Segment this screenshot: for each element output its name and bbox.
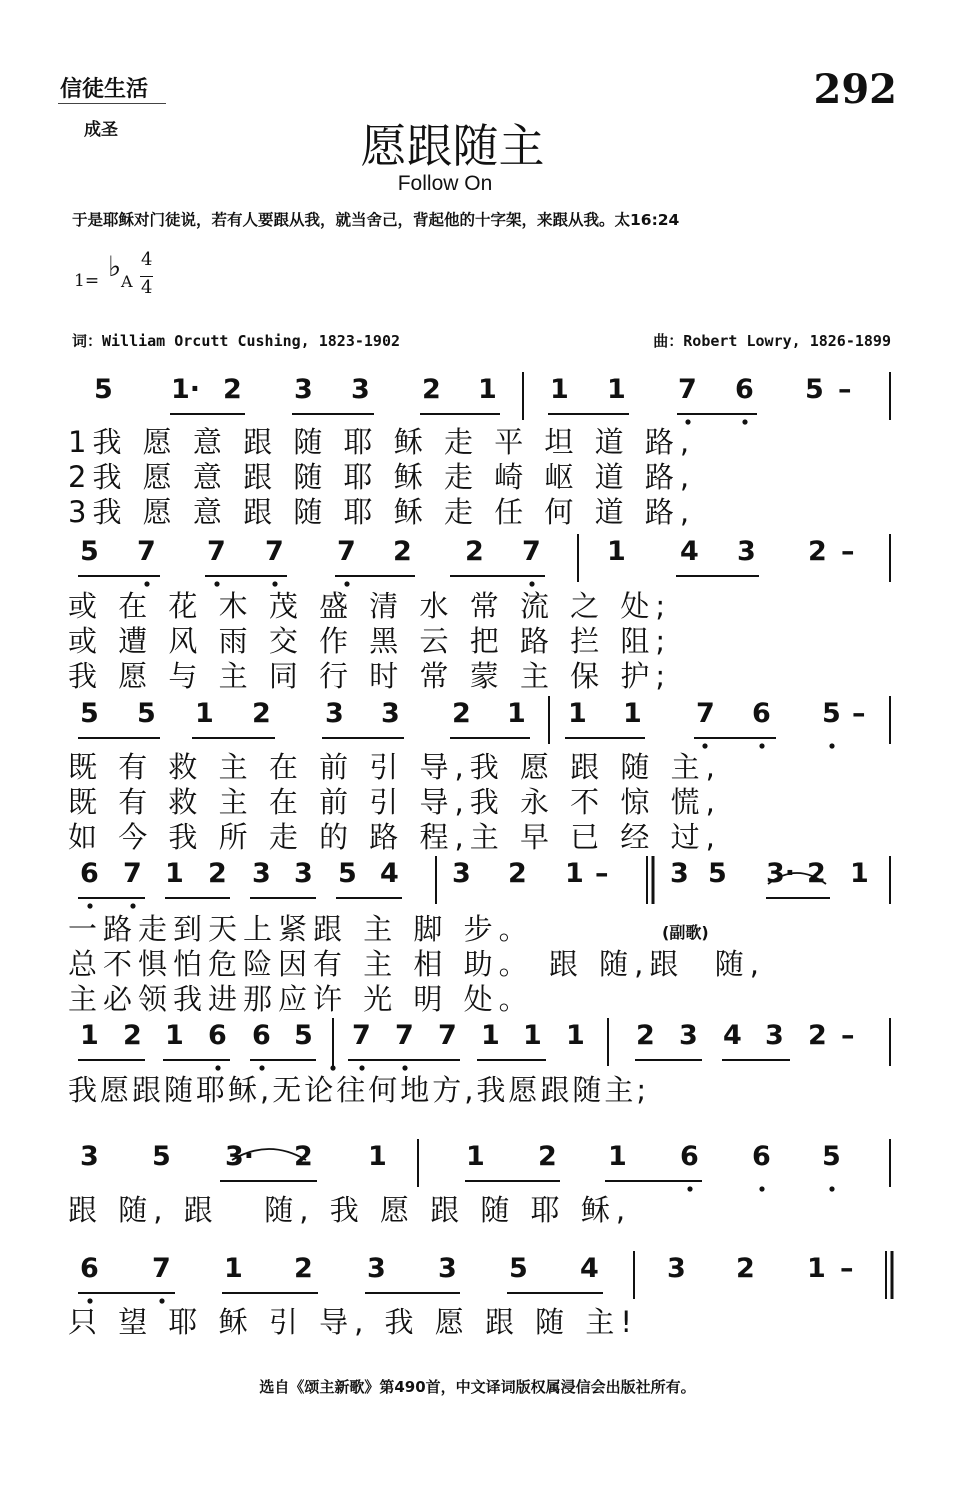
note: 1 — [523, 1020, 542, 1051]
note: 3 — [679, 1020, 698, 1051]
note: – — [838, 374, 852, 405]
note: 3· — [225, 1141, 255, 1172]
note: 1 — [608, 1141, 627, 1172]
note: 7 — [678, 374, 697, 405]
note: 5 — [94, 374, 113, 405]
note: 3 — [351, 374, 370, 405]
octave-dot — [759, 1186, 764, 1191]
lyric-line: 一路走到天上紧跟 主 脚 步。 — [68, 912, 534, 946]
lyric-line: 既 有 救 主 在 前 引 导,我 愿 跟 随 主, — [68, 750, 721, 784]
note: 1· — [171, 374, 201, 405]
note: 3 — [438, 1253, 457, 1284]
note: 7 — [123, 858, 142, 889]
note: 1 — [568, 698, 587, 729]
note: 7 — [696, 698, 715, 729]
note: 2 — [808, 536, 827, 567]
note: 3 — [667, 1253, 686, 1284]
note: 7 — [265, 536, 284, 567]
lyric-line: 既 有 救 主 在 前 引 导,我 永 不 惊 慌, — [68, 785, 721, 819]
note: 5 — [338, 858, 357, 889]
lyric-line: 我愿跟随耶稣,无论往何地方,我愿跟随主; — [68, 1073, 650, 1107]
note: 1 — [165, 858, 184, 889]
composer-credit: 曲：Robert Lowry, 1826-1899 — [653, 332, 891, 350]
note: 1 — [850, 858, 869, 889]
note: 1 — [224, 1253, 243, 1284]
lyric-line: 或 在 花 木 茂 盛 清 水 常 流 之 处; — [68, 589, 672, 623]
note: 6 — [680, 1141, 699, 1172]
note: 3 — [670, 858, 689, 889]
note: 1 — [165, 1020, 184, 1051]
hymn-number: 292 — [813, 66, 897, 113]
note: 5 — [80, 698, 99, 729]
subcategory-label: 成圣 — [84, 120, 118, 140]
note: 7 — [522, 536, 541, 567]
note: 1 — [565, 858, 584, 889]
key-note: A — [121, 272, 133, 291]
time-signature-bottom: 4 — [141, 277, 153, 298]
lyric-line: 只 望 耶 稣 引 导, 我 愿 跟 随 主! — [68, 1305, 639, 1339]
note: 2 — [123, 1020, 142, 1051]
note: 6 — [752, 698, 771, 729]
note: – — [841, 536, 855, 567]
note: 2 — [422, 374, 441, 405]
note: 2 — [508, 858, 527, 889]
note: 3 — [325, 698, 344, 729]
note: 6 — [735, 374, 754, 405]
copyright-footer: 选自《颂主新歌》第490首，中文译词版权属浸信会出版社所有。 — [259, 1378, 696, 1396]
note: 5 — [822, 698, 841, 729]
note: 3 — [381, 698, 400, 729]
note: 1 — [368, 1141, 387, 1172]
note: 7 — [395, 1020, 414, 1051]
note: 2 — [252, 698, 271, 729]
note: 1 — [481, 1020, 500, 1051]
note: 2 — [208, 858, 227, 889]
scripture-verse: 于是耶稣对门徒说，若有人要跟从我，就当舍己，背起他的十字架，来跟从我。太16:24 — [72, 211, 680, 229]
note: – — [840, 1253, 854, 1284]
note: 2 — [393, 536, 412, 567]
note: – — [595, 858, 609, 889]
category-label: 信徒生活 — [60, 76, 149, 102]
note: 3 — [765, 1020, 784, 1051]
note: 7 — [352, 1020, 371, 1051]
note: 6 — [208, 1020, 227, 1051]
note: 1 — [507, 698, 526, 729]
note: 2 — [294, 1253, 313, 1284]
note: 5 — [137, 698, 156, 729]
lyric-line: 2我 愿 意 跟 随 耶 稣 走 崎 岖 道 路, — [68, 460, 696, 494]
note: 4 — [380, 858, 399, 889]
note: 3 — [80, 1141, 99, 1172]
note: 3 — [367, 1253, 386, 1284]
note: 4 — [680, 536, 699, 567]
note: 5 — [509, 1253, 528, 1284]
note: 3 — [294, 858, 313, 889]
note: 1 — [195, 698, 214, 729]
note: 1 — [478, 374, 497, 405]
hymn-title: 愿跟随主 — [360, 119, 545, 173]
key-prefix: 1= — [74, 271, 100, 291]
octave-dot — [759, 743, 764, 748]
note: – — [852, 698, 866, 729]
lyric-line: 3我 愿 意 跟 随 耶 稣 走 任 何 道 路, — [68, 495, 696, 529]
note: 2 — [636, 1020, 655, 1051]
note: 3 — [452, 858, 471, 889]
note: 2 — [538, 1141, 557, 1172]
flat-icon: ♭ — [108, 250, 122, 283]
note: 1 — [466, 1141, 485, 1172]
lyric-line: 我 愿 与 主 同 行 时 常 蒙 主 保 护; — [68, 659, 672, 693]
note: 5 — [294, 1020, 313, 1051]
note: 3· — [766, 858, 796, 889]
note: 7 — [207, 536, 226, 567]
note: 1 — [80, 1020, 99, 1051]
note: 2 — [465, 536, 484, 567]
lyric-line: 如 今 我 所 走 的 路 程,主 早 已 经 过, — [68, 820, 721, 854]
note: 7 — [152, 1253, 171, 1284]
note: 2 — [452, 698, 471, 729]
note: 3 — [294, 374, 313, 405]
note: 6 — [80, 858, 99, 889]
note: 7 — [137, 536, 156, 567]
octave-dot — [687, 1186, 692, 1191]
note: 2 — [808, 1020, 827, 1051]
note: 1 — [550, 374, 569, 405]
note: 3 — [252, 858, 271, 889]
note: 2 — [736, 1253, 755, 1284]
note: 5 — [805, 374, 824, 405]
octave-dot — [829, 1186, 834, 1191]
note: 6 — [752, 1141, 771, 1172]
note: 2 — [223, 374, 242, 405]
lyric-line: 跟 随, 跟 随, 我 愿 跟 随 耶 稣, — [68, 1193, 632, 1227]
lyric-line: 或 遭 风 雨 交 作 黑 云 把 路 拦 阻; — [68, 624, 672, 658]
note: 1 — [607, 536, 626, 567]
lyric-line: 总不惧怕危险因有 主 相 助。 跟 随,跟 随, — [68, 947, 765, 981]
note: 5 — [80, 536, 99, 567]
note: 1 — [566, 1020, 585, 1051]
note: 5 — [822, 1141, 841, 1172]
note: 2 — [807, 858, 826, 889]
note: 6 — [80, 1253, 99, 1284]
note: 1 — [807, 1253, 826, 1284]
time-signature-top: 4 — [141, 249, 153, 270]
lyric-line: 主必领我进那应许 光 明 处。 — [68, 982, 534, 1016]
note: 7 — [438, 1020, 457, 1051]
lyric-line: 1我 愿 意 跟 随 耶 稣 走 平 坦 道 路, — [68, 425, 696, 459]
note: 7 — [337, 536, 356, 567]
note: 1 — [607, 374, 626, 405]
note: 3 — [737, 536, 756, 567]
note: 5 — [708, 858, 727, 889]
lyricist-credit: 词：William Orcutt Cushing, 1823-1902 — [72, 332, 401, 350]
note: 6 — [252, 1020, 271, 1051]
note: 5 — [152, 1141, 171, 1172]
hymn-subtitle: Follow On — [397, 172, 493, 195]
note: 4 — [580, 1253, 599, 1284]
note: – — [841, 1020, 855, 1051]
refrain-label: (副歌) — [662, 923, 709, 942]
note: 2 — [294, 1141, 313, 1172]
note: 4 — [723, 1020, 742, 1051]
octave-dot — [829, 743, 834, 748]
note: 1 — [623, 698, 642, 729]
octave-dot — [742, 419, 747, 424]
